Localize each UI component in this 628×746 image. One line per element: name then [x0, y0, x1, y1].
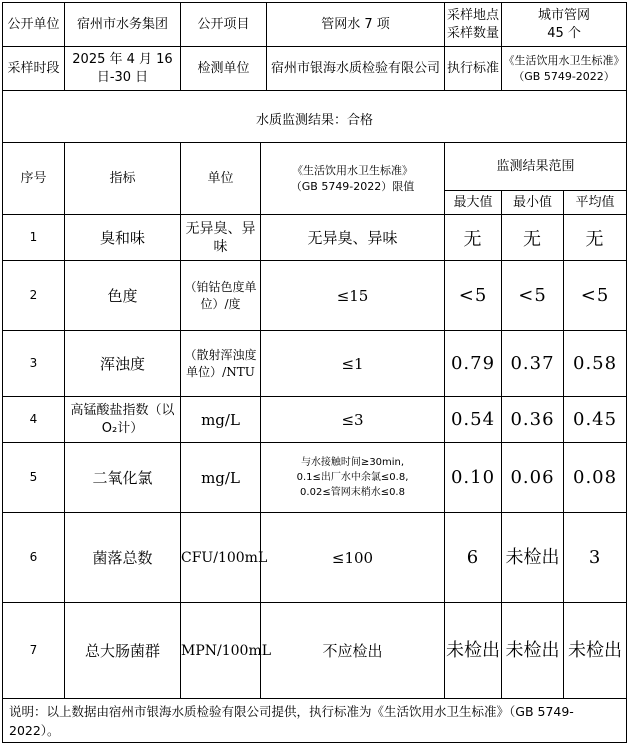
standard-label: 执行标准 — [445, 47, 502, 91]
row-indicator: 总大肠菌群 — [65, 603, 181, 699]
row-max: 无 — [445, 215, 502, 261]
test-unit-label: 检测单位 — [181, 47, 267, 91]
row-limit: ≤15 — [261, 261, 445, 331]
row-unit: （散射浑浊度单位）/NTU — [181, 331, 261, 397]
row-no: 2 — [3, 261, 65, 331]
footnote: 说明：以上数据由宿州市银海水质检验有限公司提供，执行标准为《生活饮用水卫生标准》（GB 5749-2022）。 — [3, 699, 627, 743]
row-no: 1 — [3, 215, 65, 261]
row-avg: 无 — [564, 215, 627, 261]
table-row — [3, 261, 627, 331]
col-no: 序号 — [3, 143, 65, 215]
row-indicator: 二氧化氯 — [65, 443, 181, 513]
col-max: 最大值 — [445, 191, 502, 215]
row-max: 6 — [445, 513, 502, 603]
row-no: 3 — [3, 331, 65, 397]
row-indicator: 臭和味 — [65, 215, 181, 261]
spacer-row — [3, 91, 627, 101]
row-no: 6 — [3, 513, 65, 603]
col-limit-code: （GB 5749-2022）限值 — [290, 179, 415, 193]
row-no: 4 — [3, 397, 65, 443]
row-indicator: 浑浊度 — [65, 331, 181, 397]
result-summary: 水质监测结果：合格 — [3, 101, 627, 143]
row-unit: mg/L — [181, 397, 261, 443]
row-indicator: 色度 — [65, 261, 181, 331]
table-row — [3, 443, 627, 513]
table-row — [3, 215, 627, 261]
row-indicator: 菌落总数 — [65, 513, 181, 603]
row-min: 0.37 — [502, 331, 564, 397]
row-min: 0.06 — [502, 443, 564, 513]
standard-code: （GB 5749-2022） — [513, 69, 615, 83]
row-limit: ≤1 — [261, 331, 445, 397]
table-row — [3, 397, 627, 443]
col-min: 最小值 — [502, 191, 564, 215]
row-unit: 无异臭、异味 — [181, 215, 261, 261]
row-avg: 0.08 — [564, 443, 627, 513]
sampling-count: 45 个 — [547, 25, 581, 41]
row-unit: CFU/100mL — [181, 513, 261, 603]
sampling-time-label: 采样时段 — [3, 47, 65, 91]
row-min: 无 — [502, 215, 564, 261]
row-unit: mg/L — [181, 443, 261, 513]
row-min: 未检出 — [502, 603, 564, 699]
col-unit: 单位 — [181, 143, 261, 215]
row-avg: 3 — [564, 513, 627, 603]
table-row — [3, 513, 627, 603]
test-unit-value: 宿州市银海水质检验有限公司 — [267, 47, 445, 91]
row-avg: <5 — [564, 261, 627, 331]
row-limit: 无异臭、异味 — [261, 215, 445, 261]
row-avg: 0.58 — [564, 331, 627, 397]
row-limit: ≤100 — [261, 513, 445, 603]
sampling-label: 采样地点采样数量 — [445, 3, 502, 47]
row-unit: MPN/100mL — [181, 603, 261, 699]
table-row — [3, 331, 627, 397]
public-item-value: 管网水 7 项 — [267, 3, 445, 47]
limit-line-contact: 与水接触时间≥30min, — [300, 457, 405, 468]
row-unit: （铂钴色度单位）/度 — [181, 261, 261, 331]
row-max: <5 — [445, 261, 502, 331]
public-unit-value: 宿州市水务集团 — [65, 3, 181, 47]
standard-value — [502, 47, 627, 91]
standard-name: 《生活饮用水卫生标准》 — [503, 53, 625, 67]
table-row — [3, 603, 627, 699]
sampling-location: 城市管网 — [538, 7, 591, 23]
row-no: 5 — [3, 443, 65, 513]
report-table — [2, 2, 627, 743]
col-range: 监测结果范围 — [445, 143, 627, 191]
row-min: 未检出 — [502, 513, 564, 603]
row-max: 0.10 — [445, 443, 502, 513]
sampling-time-value: 2025 年 4 月 16 日-30 日 — [65, 47, 181, 91]
row-indicator: 高锰酸盐指数（以 O₂计） — [65, 397, 181, 443]
row-max: 0.54 — [445, 397, 502, 443]
row-max: 未检出 — [445, 603, 502, 699]
public-unit-label: 公开单位 — [3, 3, 65, 47]
row-max: 0.79 — [445, 331, 502, 397]
row-min: 0.36 — [502, 397, 564, 443]
row-limit — [261, 443, 445, 513]
limit-line-factory: 0.1≤出厂水中余氯≤0.8, — [296, 472, 409, 483]
row-limit: ≤3 — [261, 397, 445, 443]
row-no: 7 — [3, 603, 65, 699]
row-avg: 未检出 — [564, 603, 627, 699]
col-limit-standard: 《生活饮用水卫生标准》 — [292, 163, 414, 177]
sampling-value — [502, 3, 627, 47]
row-min: <5 — [502, 261, 564, 331]
limit-line-network: 0.02≤管网末梢水≤0.8 — [300, 487, 405, 498]
public-item-label: 公开项目 — [181, 3, 267, 47]
col-indicator: 指标 — [65, 143, 181, 215]
row-limit: 不应检出 — [261, 603, 445, 699]
col-limit — [261, 143, 445, 215]
col-avg: 平均值 — [564, 191, 627, 215]
row-avg: 0.45 — [564, 397, 627, 443]
